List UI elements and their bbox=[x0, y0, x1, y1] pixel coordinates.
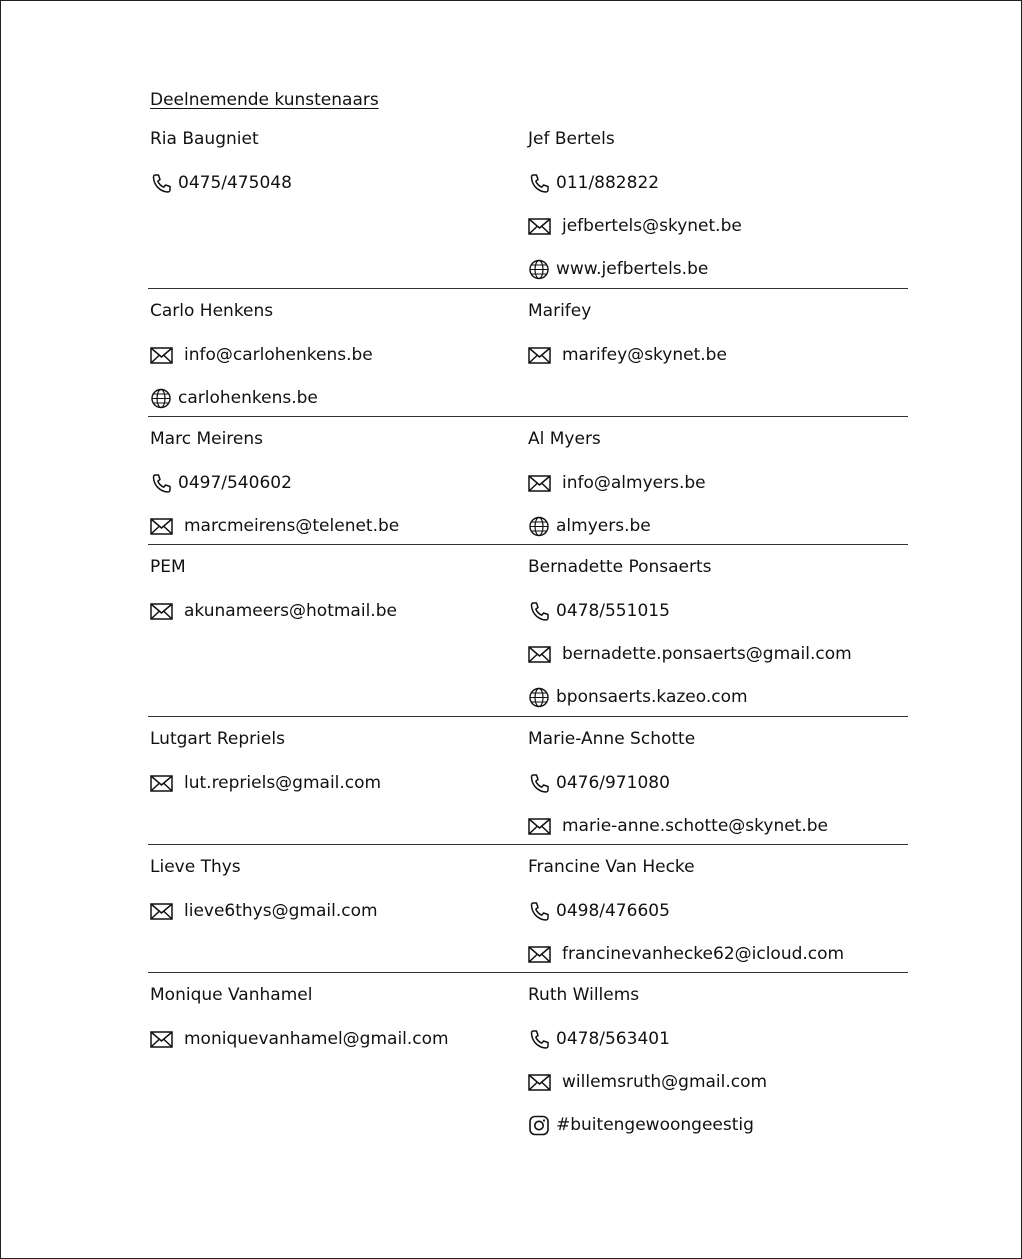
artist-name: Lieve Thys bbox=[150, 857, 241, 877]
email-link[interactable]: info@almyers.be bbox=[562, 473, 706, 493]
email-line bbox=[150, 601, 397, 622]
section-heading: Deelnemende kunstenaars bbox=[150, 90, 379, 110]
website-link[interactable]: www.jefbertels.be bbox=[556, 259, 709, 279]
envelope-icon bbox=[528, 345, 551, 366]
email-line bbox=[528, 1072, 767, 1093]
phone-line bbox=[150, 473, 399, 494]
phone-line bbox=[528, 173, 742, 194]
website-link[interactable]: bponsaerts.kazeo.com bbox=[556, 687, 748, 707]
envelope-icon bbox=[528, 473, 551, 494]
artist-entry bbox=[150, 856, 378, 922]
envelope-icon bbox=[150, 901, 173, 922]
artist-name: Bernadette Ponsaerts bbox=[528, 557, 712, 577]
phone-line bbox=[528, 601, 852, 622]
globe-icon bbox=[528, 516, 551, 537]
phone-icon bbox=[528, 1029, 551, 1050]
phone-line bbox=[150, 173, 292, 194]
email-line bbox=[528, 816, 828, 837]
email-line bbox=[150, 1029, 449, 1050]
email-link[interactable]: moniquevanhamel@gmail.com bbox=[184, 1029, 449, 1049]
website-line bbox=[150, 388, 373, 409]
artist-row bbox=[148, 428, 908, 545]
artist-entry bbox=[528, 984, 767, 1136]
globe-icon bbox=[528, 687, 551, 708]
artist-name: Carlo Henkens bbox=[150, 301, 274, 321]
artist-name: Marc Meirens bbox=[150, 429, 264, 449]
email-link[interactable]: willemsruth@gmail.com bbox=[562, 1072, 768, 1092]
email-link[interactable]: marifey@skynet.be bbox=[562, 345, 727, 365]
envelope-icon bbox=[528, 816, 551, 837]
phone-icon bbox=[150, 473, 173, 494]
artist-entry bbox=[528, 428, 706, 537]
globe-icon bbox=[528, 259, 551, 280]
artist-name: Al Myers bbox=[528, 429, 601, 449]
artist-name: Ria Baugniet bbox=[150, 129, 259, 149]
envelope-icon bbox=[528, 644, 551, 665]
artist-entry bbox=[150, 556, 397, 622]
phone-line bbox=[528, 773, 828, 794]
artist-entry bbox=[150, 984, 449, 1050]
artist-entry bbox=[528, 728, 828, 837]
phone-icon bbox=[528, 601, 551, 622]
email-line bbox=[528, 644, 852, 665]
envelope-icon bbox=[528, 216, 551, 237]
artist-entry bbox=[150, 728, 381, 794]
envelope-icon bbox=[150, 601, 173, 622]
phone-icon bbox=[528, 901, 551, 922]
phone-icon bbox=[528, 173, 551, 194]
email-line bbox=[528, 473, 706, 494]
globe-icon bbox=[150, 388, 173, 409]
artist-row bbox=[148, 556, 908, 717]
email-link[interactable]: marcmeirens@telenet.be bbox=[184, 516, 400, 536]
artist-row bbox=[148, 728, 908, 845]
envelope-icon bbox=[528, 1072, 551, 1093]
instagram-handle[interactable]: #buitengewoongeestig bbox=[556, 1115, 754, 1135]
envelope-icon bbox=[150, 1029, 173, 1050]
email-link[interactable]: info@carlohenkens.be bbox=[184, 345, 373, 365]
email-link[interactable]: lieve6thys@gmail.com bbox=[184, 901, 378, 921]
artist-entry bbox=[528, 128, 742, 280]
artist-row bbox=[148, 984, 908, 1144]
envelope-icon bbox=[150, 345, 173, 366]
envelope-icon bbox=[528, 944, 551, 965]
envelope-icon bbox=[150, 516, 173, 537]
artist-entry bbox=[150, 128, 292, 194]
email-line bbox=[150, 345, 373, 366]
email-link[interactable]: jefbertels@skynet.be bbox=[562, 216, 742, 236]
artist-row bbox=[148, 856, 908, 973]
email-line bbox=[150, 773, 381, 794]
artist-name: Jef Bertels bbox=[528, 129, 615, 149]
artist-entry bbox=[150, 428, 399, 537]
phone-number[interactable]: 0478/563401 bbox=[556, 1029, 670, 1049]
email-link[interactable]: marie-anne.schotte@skynet.be bbox=[562, 816, 828, 836]
instagram-icon bbox=[528, 1115, 551, 1136]
artist-name: Ruth Willems bbox=[528, 985, 640, 1005]
artist-row bbox=[148, 300, 908, 417]
email-line bbox=[528, 944, 844, 965]
phone-number[interactable]: 0498/476605 bbox=[556, 901, 670, 921]
artist-name: Marie-Anne Schotte bbox=[528, 729, 696, 749]
artist-entry bbox=[150, 300, 373, 409]
phone-number[interactable]: 0497/540602 bbox=[178, 473, 292, 493]
website-link[interactable]: almyers.be bbox=[556, 516, 651, 536]
phone-number[interactable]: 0478/551015 bbox=[556, 601, 670, 621]
artist-row bbox=[148, 128, 908, 289]
email-line bbox=[528, 345, 727, 366]
email-line bbox=[150, 516, 399, 537]
phone-number[interactable]: 0476/971080 bbox=[556, 773, 670, 793]
instagram-line bbox=[528, 1115, 767, 1136]
artist-name: PEM bbox=[150, 557, 186, 577]
phone-number[interactable]: 0475/475048 bbox=[178, 173, 292, 193]
phone-icon bbox=[528, 773, 551, 794]
phone-line bbox=[528, 901, 844, 922]
artist-entry bbox=[528, 300, 727, 366]
email-link[interactable]: akunameers@hotmail.be bbox=[184, 601, 397, 621]
email-link[interactable]: lut.repriels@gmail.com bbox=[184, 773, 382, 793]
website-link[interactable]: carlohenkens.be bbox=[178, 388, 318, 408]
phone-icon bbox=[150, 173, 173, 194]
email-link[interactable]: francinevanhecke62@icloud.com bbox=[562, 944, 845, 964]
email-line bbox=[528, 216, 742, 237]
artist-entry bbox=[528, 856, 844, 965]
artist-name: Marifey bbox=[528, 301, 592, 321]
website-line bbox=[528, 687, 852, 708]
artist-name: Francine Van Hecke bbox=[528, 857, 695, 877]
website-line bbox=[528, 516, 706, 537]
artist-name: Monique Vanhamel bbox=[150, 985, 313, 1005]
phone-number[interactable]: 011/882822 bbox=[556, 173, 660, 193]
envelope-icon bbox=[150, 773, 173, 794]
email-link[interactable]: bernadette.ponsaerts@gmail.com bbox=[562, 644, 852, 664]
email-line bbox=[150, 901, 378, 922]
website-line bbox=[528, 259, 742, 280]
artist-name: Lutgart Repriels bbox=[150, 729, 285, 749]
artist-entry bbox=[528, 556, 852, 708]
phone-line bbox=[528, 1029, 767, 1050]
